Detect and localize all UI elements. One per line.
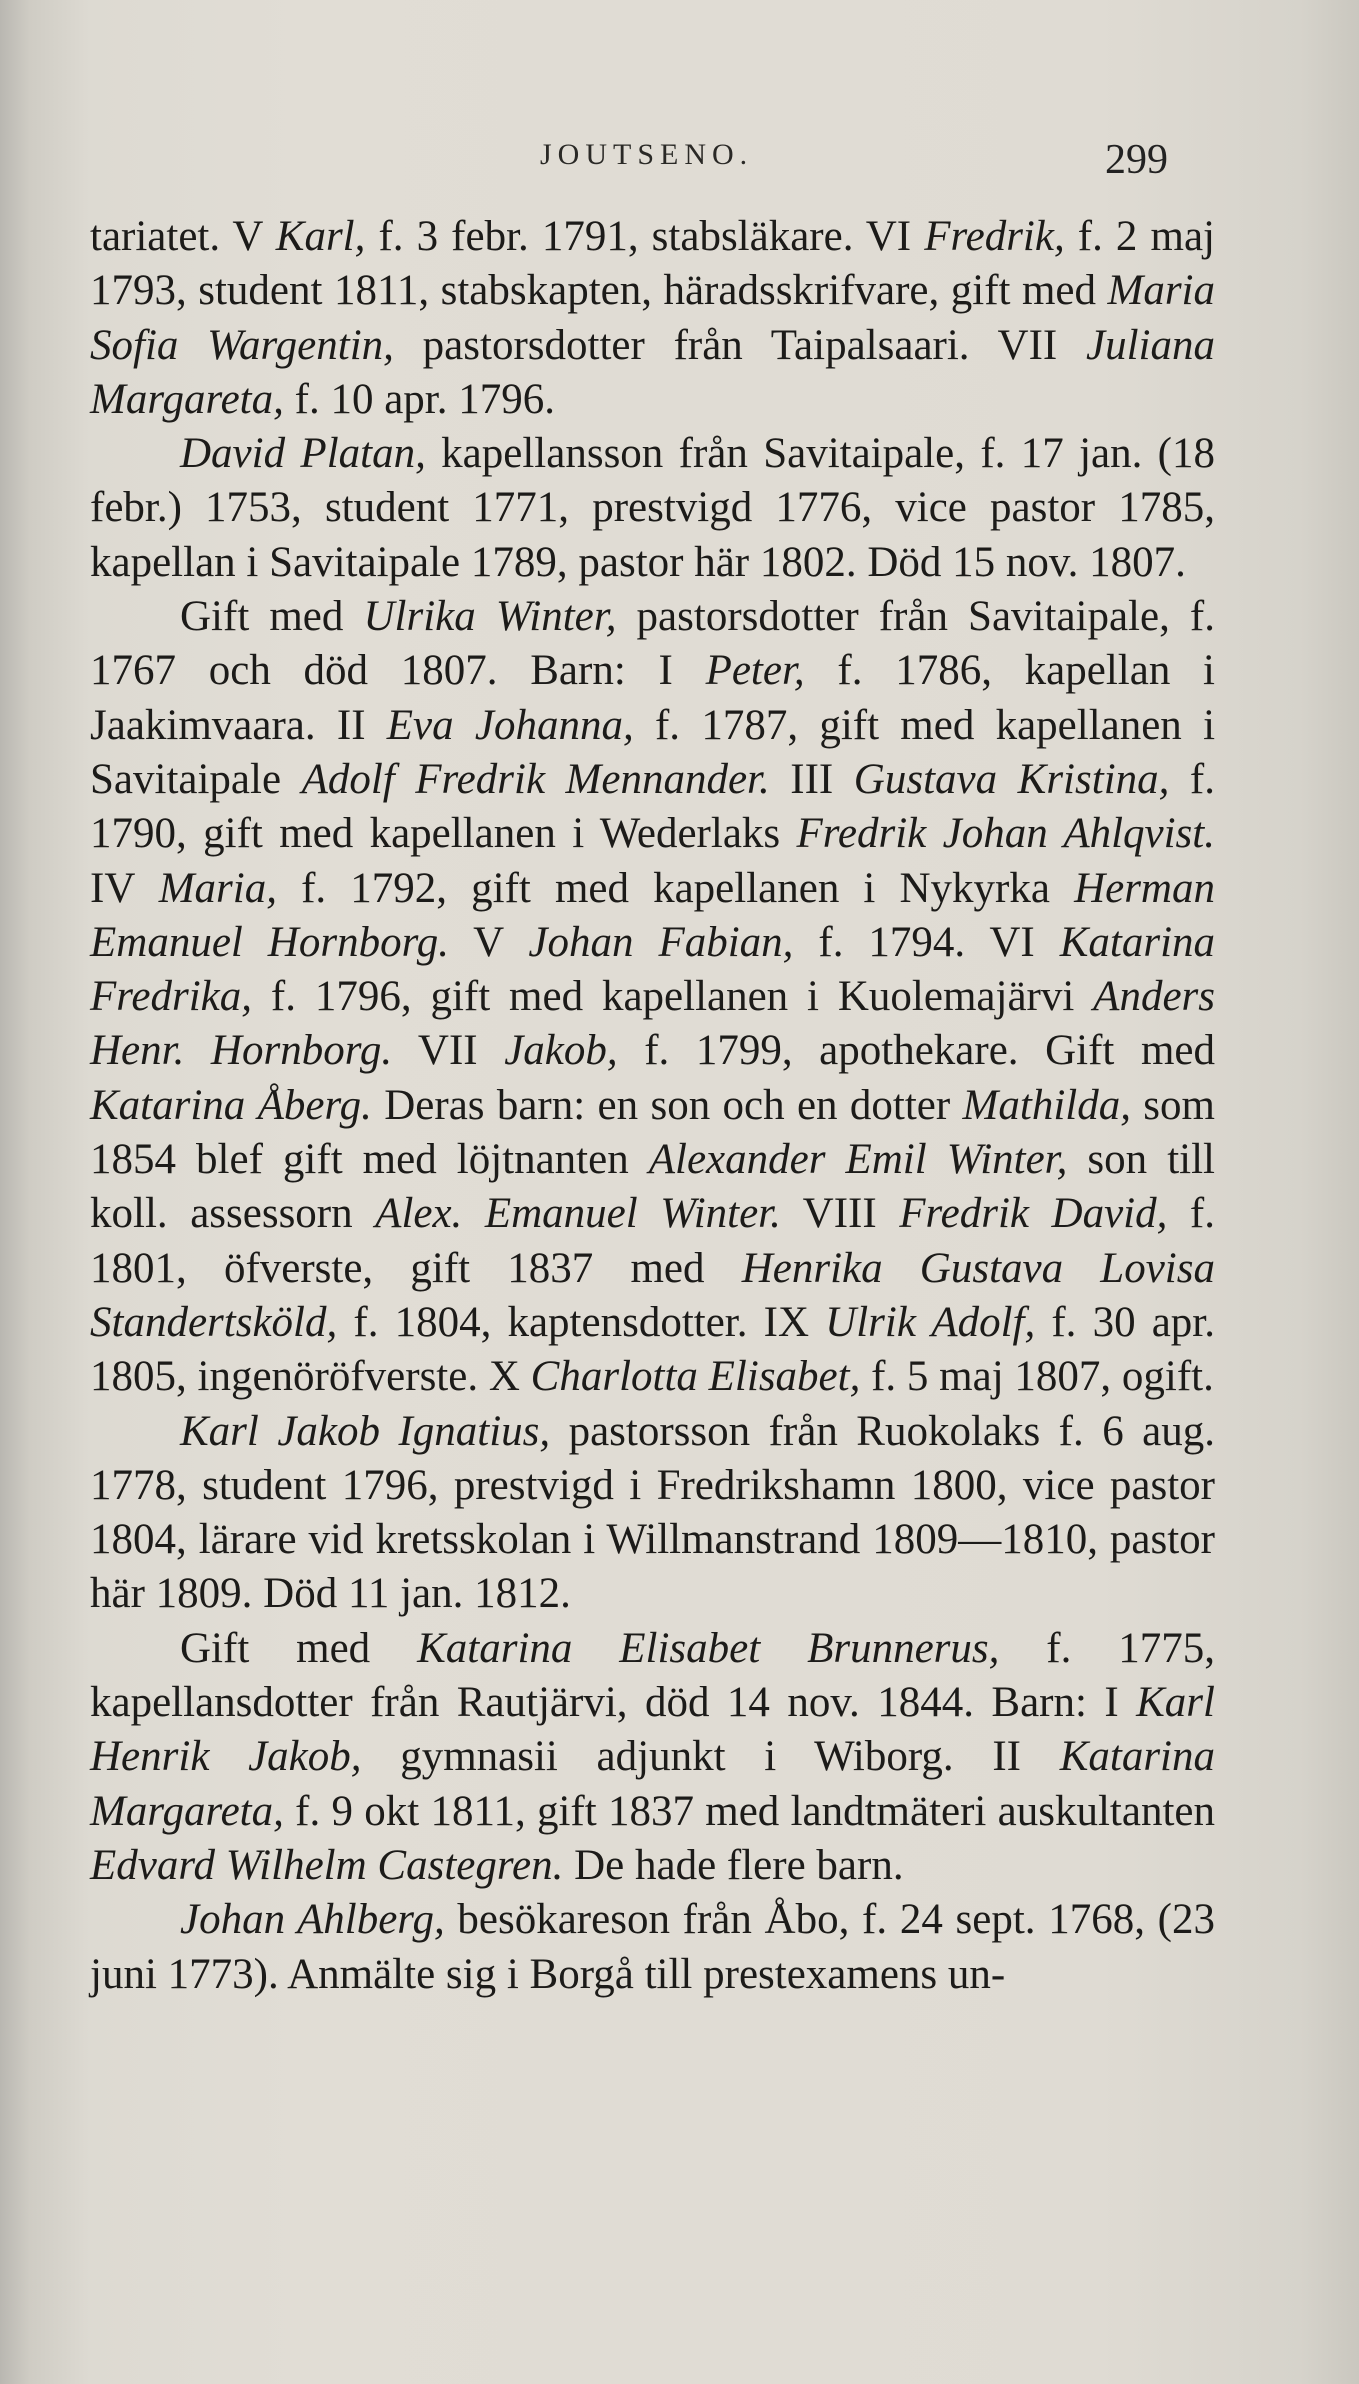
text-run: pastorsson från Ruokolaks f. 6 aug. 1778, student 1796, prestvigd i Fredrikshamn 1800, vice pastor 1804, lärare vid kretsskolan i Willmanstrand 1809—1810, pastor här 1809. Död 11 jan. 1812. (90, 1407, 1215, 1618)
text-run: f. 9 okt 1811, gift 1837 med landtmäteri auskultanten (283, 1787, 1215, 1835)
text-run: f. 1804, kaptensdotter. IX (337, 1298, 826, 1346)
paragraph (90, 210, 1215, 427)
text-run: pastorsdotter från Taipalsaari. VII (393, 321, 1087, 369)
text-run: f. 1794. VI (793, 918, 1060, 966)
text-run: besökareson från Åbo, f. 24 sept. 1768, (23 juni 1773). Anmälte sig i Borgå till prestexamens un- (90, 1896, 1215, 1998)
text-run: f. 1790, gift med kapellanen i Wederlaks (90, 755, 1215, 858)
text-run: V (449, 918, 529, 966)
text-run: pastorsdotter från Savitaipale, f. 1767 och död 1807. Barn: I (90, 593, 1215, 695)
italic-name: Alex. Emanuel Winter. (375, 1190, 781, 1238)
italic-name: Herman Emanuel Hornborg. (90, 864, 1215, 966)
italic-name: Juliana Margareta, (90, 321, 1215, 423)
text-run: f. 1786, kapellan i Jaakimvaara. II (90, 647, 1216, 749)
italic-name: Alexander Emil Winter, (648, 1136, 1068, 1184)
text-run: f. 3 febr. 1791, stabsläkare. VI (365, 213, 925, 260)
text-run: f. 1775, kapellansdotter från Rautjärvi, död 14 nov. 1844. Barn: I (90, 1624, 1215, 1727)
text-run: IV (90, 864, 159, 912)
italic-name: Ulrik Adolf, (825, 1298, 1036, 1346)
italic-name: Johan Ahlberg, (180, 1896, 445, 1944)
italic-name: Katarina Fredrika, (90, 918, 1216, 1021)
paragraph (90, 1893, 1215, 2002)
italic-name: Karl, (275, 213, 366, 260)
text-run: gymnasii adjunkt i Wiborg. II (361, 1733, 1060, 1781)
italic-name: Fredrik, (924, 213, 1065, 260)
italic-name: Fredrik Johan Ahlqvist. (796, 810, 1215, 858)
page-number: 299 (1105, 137, 1168, 183)
text-run: Gift med (180, 1624, 418, 1672)
text-run: Deras barn: en son och en dotter (371, 1081, 963, 1129)
text-run: f. 5 maj 1807, ogift. (860, 1353, 1214, 1401)
italic-name: Katarina Margareta, (90, 1733, 1215, 1835)
text-run: f. 1796, gift med kapellanen i Kuolemajärvi (252, 973, 1094, 1021)
paragraph (90, 1622, 1215, 1893)
text-run: f. 1801, öfverste, gift 1837 med (90, 1190, 1215, 1292)
italic-name: Johan Fabian, (528, 918, 794, 966)
text-run: f. 30 apr. 1805, ingenöröfverste. X (90, 1298, 1215, 1401)
italic-name: Maria, (158, 864, 277, 912)
italic-name: Adolf Fredrik Mennander. (301, 755, 770, 803)
italic-name: Gustava Kristina, (853, 755, 1170, 803)
italic-name: David Platan, (180, 430, 426, 478)
italic-name: Mathilda, (962, 1081, 1131, 1129)
italic-name: Katarina Åberg. (90, 1081, 372, 1129)
italic-name: Anders Henr. Hornborg. (90, 973, 1215, 1075)
italic-name: Charlotta Elisabet, (530, 1353, 861, 1401)
italic-name: Karl Jakob Ignatius, (180, 1407, 551, 1455)
text-run: son till koll. assessorn (90, 1136, 1215, 1238)
italic-name: Maria Sofia Wargentin, (90, 267, 1215, 369)
italic-name: Edvard Wilhelm Castegren. (90, 1841, 564, 1889)
italic-name: Fredrik David, (899, 1190, 1168, 1238)
text-run: III (769, 755, 854, 803)
text-run: VII (392, 1027, 505, 1075)
italic-name: Henrika Gustava Lovisa Standertsköld, (90, 1244, 1215, 1346)
text-run: som 1854 blef gift med löjtnanten (90, 1081, 1215, 1184)
text-run: De hade flere barn. (563, 1841, 904, 1889)
text-run: Gift med (180, 593, 364, 641)
text-run: tariatet. V (90, 213, 276, 260)
text-run: f. 10 apr. 1796. (283, 375, 555, 423)
text-run: f. 2 maj 1793, student 1811, stabskapten, häradsskrifvare, gift med (90, 213, 1215, 315)
paragraph (90, 590, 1215, 1404)
paragraph (90, 1405, 1215, 1622)
italic-name: Katarina Elisabet Brunnerus, (417, 1624, 1000, 1672)
italic-name: Jakob, (504, 1027, 618, 1075)
page-header (0, 137, 1359, 183)
text-run: f. 1799, apothekare. Gift med (617, 1027, 1215, 1075)
italic-name: Ulrika Winter, (363, 593, 617, 641)
running-head: JOUTSENO. (540, 138, 754, 171)
text-run: VIII (780, 1190, 900, 1238)
paragraph (90, 427, 1215, 590)
italic-name: Peter, (705, 647, 805, 695)
text-run: f. 1787, gift med kapellanen i Savitaipale (90, 701, 1216, 803)
body-text (90, 210, 1215, 2002)
text-run: f. 1792, gift med kapellanen i Nykyrka (276, 864, 1075, 912)
italic-name: Eva Johanna, (386, 701, 634, 749)
italic-name: Karl Henrik Jakob, (90, 1679, 1215, 1781)
text-run: kapellansson från Savitaipale, f. 17 jan. (18 febr.) 1753, student 1771, prestvigd 1776, vice pastor 1785, kapellan i Savitaipale 1789, pastor här 1802. Död 15 nov. 1807. (90, 430, 1216, 586)
